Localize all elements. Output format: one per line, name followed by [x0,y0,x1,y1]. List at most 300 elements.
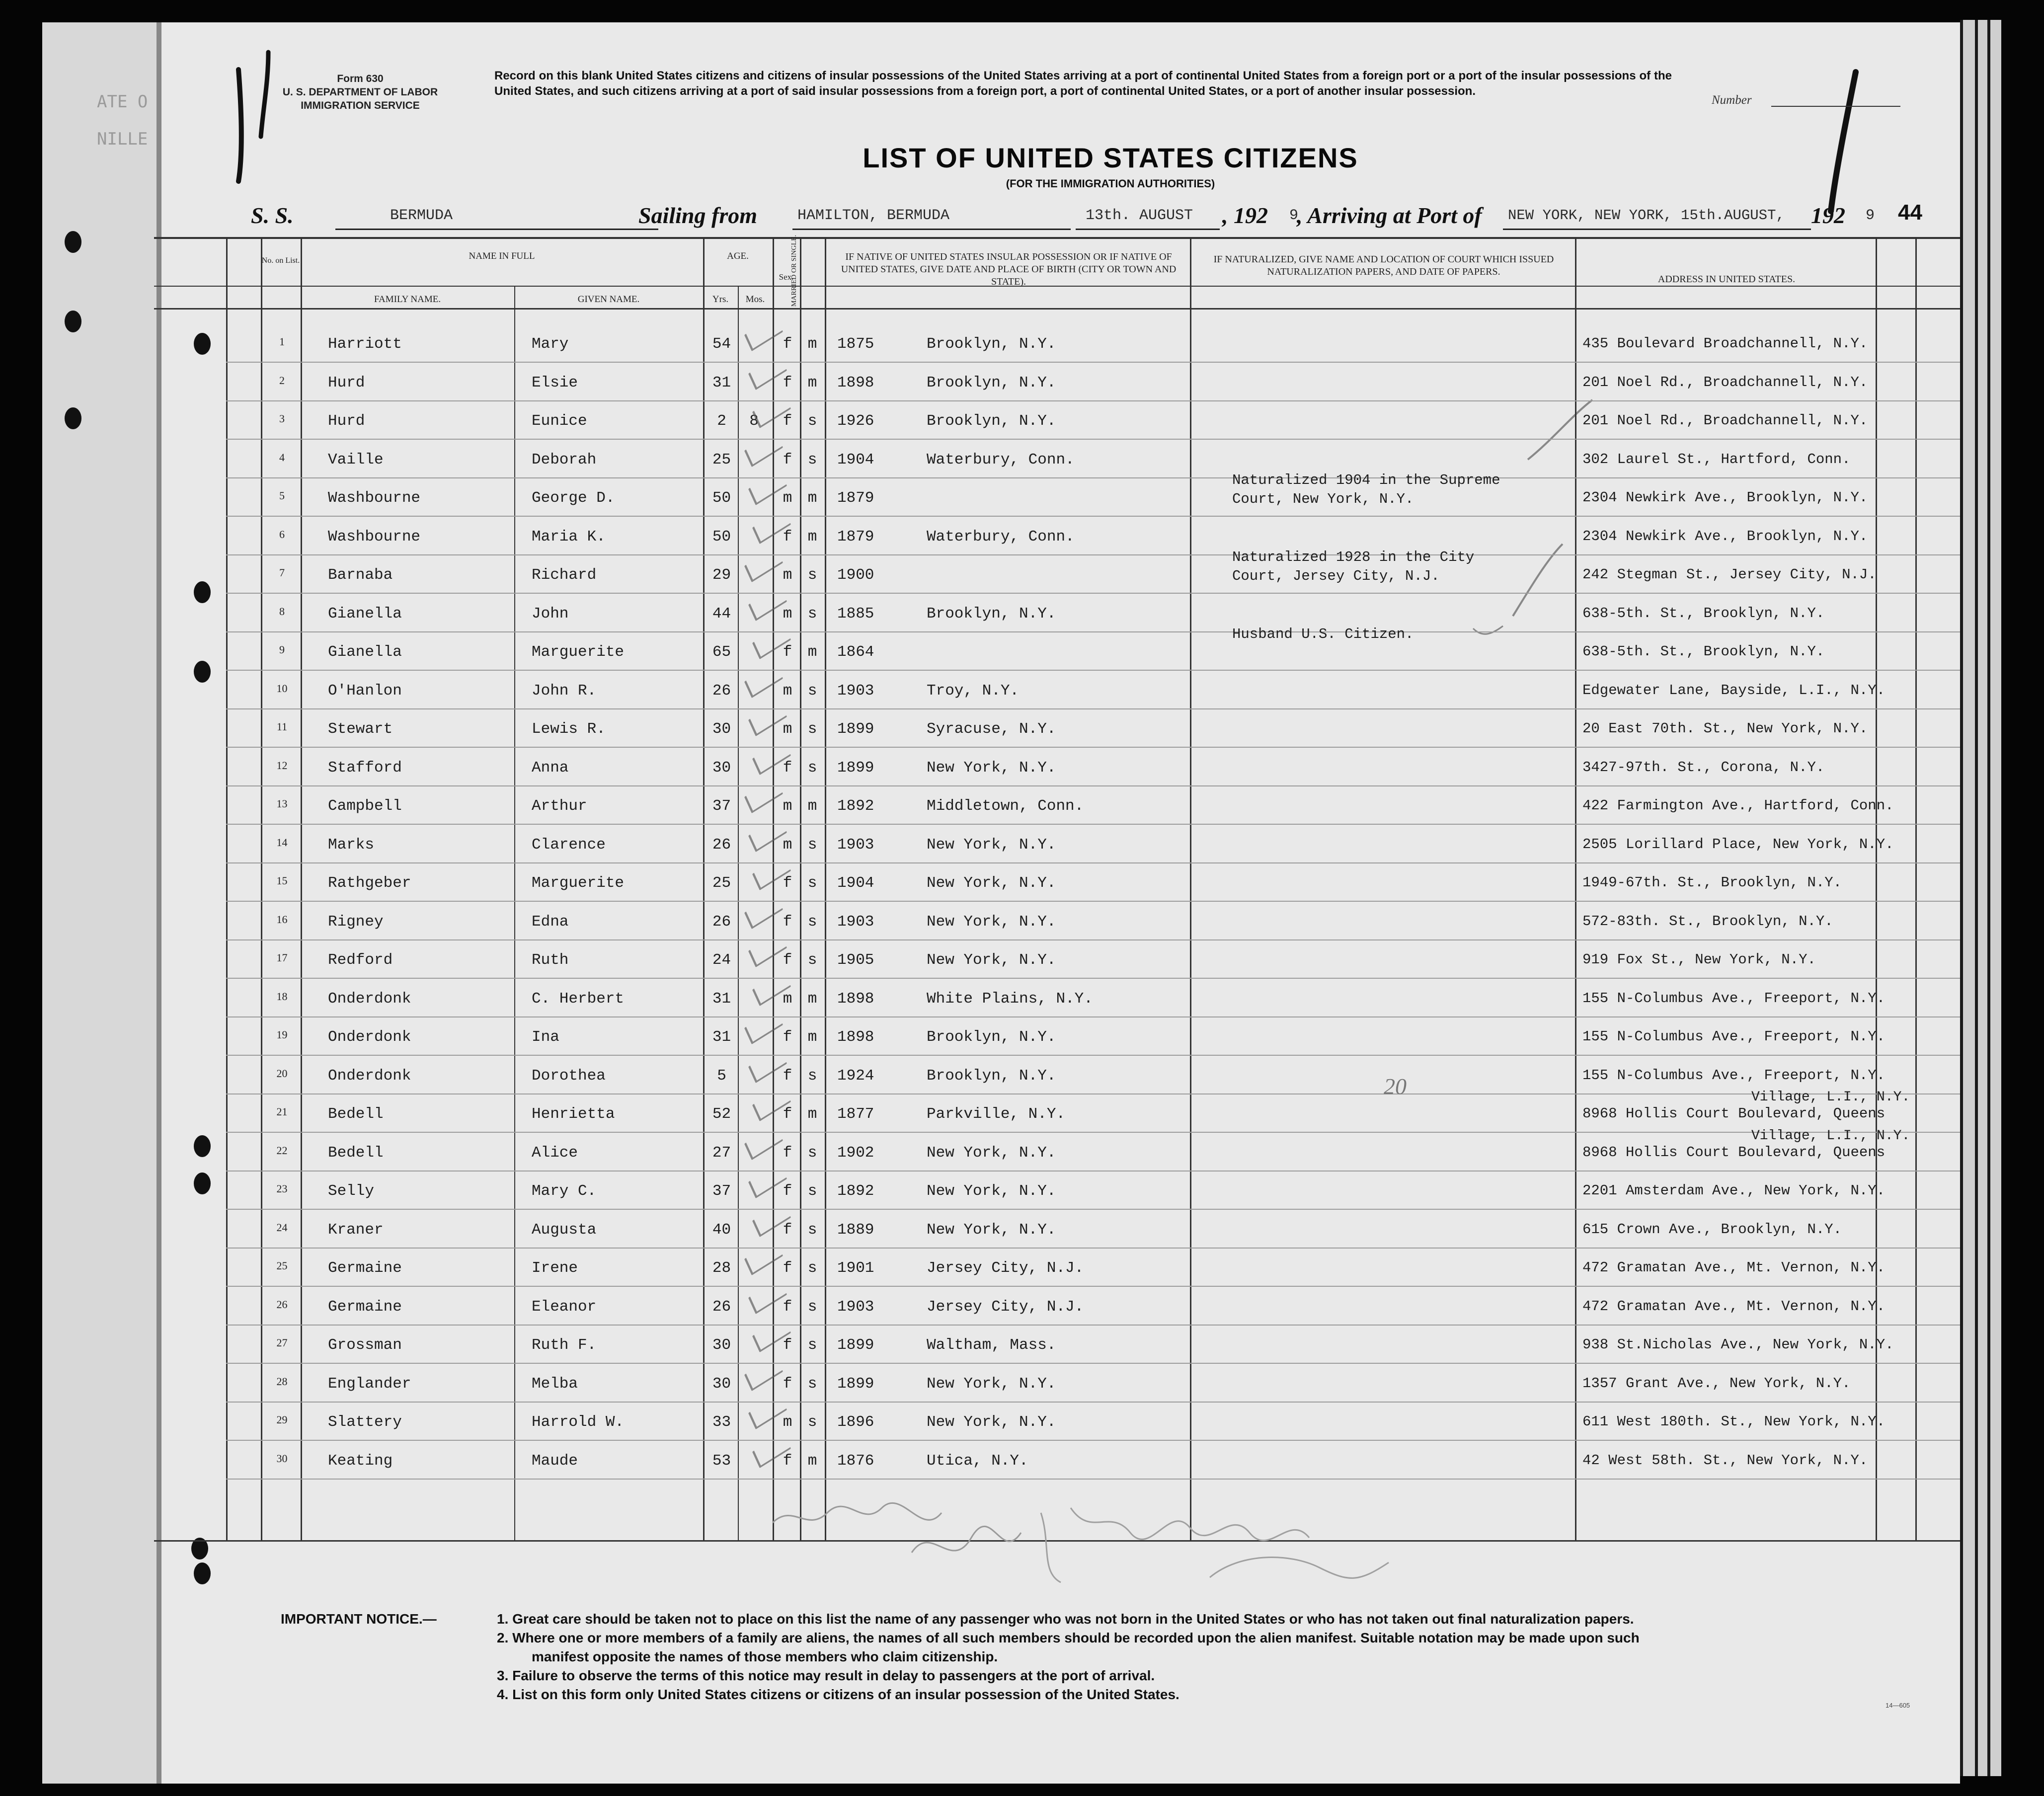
address: 472 Gramatan Ave., Mt. Vernon, N.Y. [1582,1298,1886,1315]
row-rule [226,1479,1960,1480]
address: 2201 Amsterdam Ave., New York, N.Y. [1582,1182,1886,1199]
row-rule [226,1016,1960,1017]
marital-status: s [807,1221,817,1239]
age-years: 5 [717,1067,726,1085]
bleed-through-text: NILLE [97,129,148,149]
family-name: Gianella [328,643,402,661]
list-number: 18 [276,990,288,1003]
row-rule [226,785,1960,786]
col-header-given: GIVEN NAME. [577,294,640,305]
marital-status: s [807,1259,817,1277]
row-rule [226,1248,1960,1249]
form-code: 14—605 [1886,1702,1910,1709]
birth-year: 1876 [837,1452,874,1470]
col-header-mos: Mos. [745,294,765,305]
birth-year: 1889 [837,1221,874,1239]
row-rule [226,516,1960,517]
col-divider [738,286,739,1540]
sex: m [783,682,792,700]
row-rule [226,1363,1960,1364]
age-years: 33 [712,1413,731,1431]
sex: f [783,1221,792,1239]
family-name: Bedell [328,1144,384,1162]
age-years: 28 [712,1259,731,1277]
age-months: 8 [749,412,759,430]
row-rule [226,362,1960,363]
birth-place: Parkville, N.Y. [927,1105,1066,1123]
marital-status: s [807,913,817,931]
list-number: 4 [279,451,285,464]
sex: f [783,374,792,391]
birth-place: Utica, N.Y. [927,1452,1028,1470]
marital-status: s [807,1067,817,1085]
family-name: Englander [328,1375,411,1393]
sailing-from: HAMILTON, BERMUDA [797,207,950,224]
sex: f [783,528,792,546]
age-years: 37 [712,1182,731,1200]
given-name: Harrold W. [532,1413,625,1431]
sex: f [783,1298,792,1316]
list-number: 24 [276,1221,288,1234]
signature-image [763,1493,1483,1592]
row-rule [226,670,1960,671]
list-number: 27 [276,1336,288,1349]
birth-year: 1875 [837,335,874,353]
table-top-border [154,237,1960,239]
birth-year: 1905 [837,951,874,969]
age-years: 25 [712,451,731,469]
birth-place: New York, N.Y. [927,874,1056,892]
marital-status: s [807,720,817,738]
sex: f [783,759,792,777]
sex: m [783,1413,792,1431]
given-name: Augusta [532,1221,597,1239]
age-years: 26 [712,836,731,854]
address: 155 N-Columbus Ave., Freeport, N.Y. [1582,1067,1886,1084]
row-rule [226,978,1960,979]
marital-status: s [807,451,817,469]
service-name: IMMIGRATION SERVICE [301,100,420,111]
birth-place: Brooklyn, N.Y. [927,374,1056,391]
list-number: 8 [279,605,285,618]
birth-year: 1903 [837,913,874,931]
col-header-name: NAME IN FULL [469,251,535,261]
birth-year: 1877 [837,1105,874,1123]
sex: f [783,1028,792,1046]
row-rule [226,631,1960,632]
address: 938 St.Nicholas Ave., New York, N.Y. [1582,1336,1894,1353]
family-name: Barnaba [328,566,393,584]
address: Edgewater Lane, Bayside, L.I., N.Y. [1582,682,1886,699]
list-number: 9 [279,643,285,656]
naturalization-line-2: Court, New York, N.Y. [1232,491,1414,507]
age-years: 54 [712,335,731,353]
birth-year: 1903 [837,682,874,700]
notice-items [281,1610,1920,1704]
marital-status: s [807,1375,817,1393]
list-number: 14 [276,836,288,849]
given-name: Henrietta [532,1105,615,1123]
family-name: Stafford [328,759,402,777]
address: 2505 Lorillard Place, New York, N.Y. [1582,836,1894,853]
form-identification [261,72,460,112]
given-name: Mary C. [532,1182,597,1200]
list-number: 11 [276,720,288,733]
notice-label: IMPORTANT NOTICE.— [281,1611,437,1627]
list-number: 2 [279,374,285,387]
given-name: Maude [532,1452,578,1470]
birth-place: New York, N.Y. [927,913,1056,931]
given-name: Irene [532,1259,578,1277]
marital-status: s [807,951,817,969]
marital-status: s [807,412,817,430]
list-number: 7 [279,566,285,579]
col-divider [514,286,515,1540]
marital-status: m [807,335,817,353]
marital-status: s [807,836,817,854]
given-name: Lewis R. [532,720,606,738]
age-years: 24 [712,951,731,969]
age-years: 27 [712,1144,731,1162]
sex: f [783,913,792,931]
birth-year: 1892 [837,797,874,815]
list-number: 16 [276,913,288,926]
year-prefix: , 192 [1222,203,1268,228]
address-continuation: Village, L.I., N.Y. [1751,1128,1910,1144]
birth-place: White Plains, N.Y. [927,990,1093,1008]
arriving-label: , Arriving at Port of [1297,203,1482,228]
ship-name: BERMUDA [390,207,453,224]
address: 1949-67th. St., Brooklyn, N.Y. [1582,874,1842,891]
notice-item-3: 3. Failure to observe the terms of this notice may result in delay to passengers at the port of arrival. [497,1668,1155,1683]
list-number: 13 [276,797,288,810]
birth-place: Waltham, Mass. [927,1336,1056,1354]
birth-place: Waterbury, Conn. [927,451,1075,469]
address: 615 Crown Ave., Brooklyn, N.Y. [1582,1221,1842,1238]
list-number: 1 [279,335,285,348]
list-number: 30 [276,1452,288,1465]
birth-place: New York, N.Y. [927,1375,1056,1393]
address: 155 N-Columbus Ave., Freeport, N.Y. [1582,990,1886,1007]
number-label: Number [1712,93,1752,107]
age-years: 52 [712,1105,731,1123]
birth-place: New York, N.Y. [927,759,1056,777]
sex: f [783,335,792,353]
birth-year: 1926 [837,412,874,430]
age-years: 26 [712,1298,731,1316]
given-name: Marguerite [532,643,625,661]
year-digit-2: 9 [1866,207,1875,224]
marital-status: m [807,374,817,391]
list-number: 12 [276,759,288,772]
list-number: 23 [276,1182,288,1195]
birth-year: 1864 [837,643,874,661]
address: 422 Farmington Ave., Hartford, Conn. [1582,797,1894,814]
col-header-naturalized: IF NATURALIZED, GIVE NAME AND LOCATION OF COURT WHICH ISSUED NATURALIZATION PAPERS, AND DATE OF PAPERS. [1213,254,1554,277]
col-header-married: MARRIED OR SINGLE. [790,234,798,307]
family-name: Gianella [328,605,402,623]
col-divider [1190,237,1191,1540]
family-name: Onderdonk [328,1067,411,1085]
address: 435 Boulevard Broadchannell, N.Y. [1582,335,1868,352]
birth-place: Brooklyn, N.Y. [927,335,1056,353]
row-rule [226,477,1960,478]
ship-underline [335,229,658,230]
age-years: 44 [712,605,731,623]
family-name: Grossman [328,1336,402,1354]
list-number: 3 [279,412,285,425]
marital-status: m [807,1028,817,1046]
col-divider [825,237,826,1540]
col-divider [800,237,801,1540]
address: 42 West 58th. St., New York, N.Y. [1582,1452,1868,1469]
age-years: 29 [712,566,731,584]
sailing-label: Sailing from [638,203,758,228]
family-name: Washbourne [328,489,421,507]
sex: f [783,451,792,469]
sex: f [783,874,792,892]
address: 2304 Newkirk Ave., Brooklyn, N.Y. [1582,489,1868,506]
row-rule [226,1440,1960,1441]
list-number: 25 [276,1259,288,1272]
birth-place: New York, N.Y. [927,1144,1056,1162]
family-name: Hurd [328,374,365,391]
marital-status: s [807,605,817,623]
family-name: Germaine [328,1259,402,1277]
family-name: Germaine [328,1298,402,1316]
birth-year: 1879 [837,489,874,507]
address: 611 West 180th. St., New York, N.Y. [1582,1413,1886,1430]
sex: m [783,836,792,854]
sex: f [783,643,792,661]
birth-place: Middletown, Conn. [927,797,1084,815]
age-years: 31 [712,374,731,391]
col-header-birth: IF NATIVE OF UNITED STATES INSULAR POSSESSION OR IF NATIVE OF UNITED STATES, GIVE DATE AND PLACE OF BIRTH (CITY OR TOWN AND STATE). [841,251,1177,287]
given-name: John R. [532,682,597,700]
birth-year: 1892 [837,1182,874,1200]
notice-item-1: 1. Great care should be taken not to place on this list the name of any passenger who was not born in the United States or who has not taken out final naturalization papers. [497,1611,1634,1627]
department-name: U. S. DEPARTMENT OF LABOR [282,86,438,98]
sex: f [783,1182,792,1200]
family-name: Onderdonk [328,990,411,1008]
birth-year: 1899 [837,1336,874,1354]
marital-status: s [807,1413,817,1431]
given-name: Alice [532,1144,578,1162]
age-years: 31 [712,990,731,1008]
row-rule [226,593,1960,594]
given-name: Mary [532,335,569,353]
family-name: Selly [328,1182,375,1200]
sex: f [783,1452,792,1470]
birth-year: 1896 [837,1413,874,1431]
given-name: Eunice [532,412,587,430]
birth-year: 1885 [837,605,874,623]
row-rule [226,439,1960,440]
col-header-yrs: Yrs. [712,294,729,305]
family-name: Hurd [328,412,365,430]
family-name: Bedell [328,1105,384,1123]
col-divider [301,237,302,1540]
naturalization-line-2: Court, Jersey City, N.J. [1232,568,1440,584]
birth-year: 1904 [837,451,874,469]
marital-status: m [807,990,817,1008]
given-name: Melba [532,1375,578,1393]
birth-year: 1900 [837,566,874,584]
given-name: Ruth F. [532,1336,597,1354]
sailing-underline [792,229,1071,230]
sex: m [783,720,792,738]
sex: f [783,1259,792,1277]
address: 201 Noel Rd., Broadchannell, N.Y. [1582,412,1868,429]
family-name: Washbourne [328,528,421,546]
col-header-family: FAMILY NAME. [374,294,441,305]
family-name: Rigney [328,913,384,931]
given-name: Edna [532,913,569,931]
family-name: Redford [328,951,393,969]
given-name: Anna [532,759,569,777]
birth-place: New York, N.Y. [927,951,1056,969]
given-name: Clarence [532,836,606,854]
row-rule [226,939,1960,940]
naturalization-line-1: Naturalized 1928 in the City [1232,549,1475,565]
birth-place: Troy, N.Y. [927,682,1020,700]
birth-year: 1903 [837,836,874,854]
given-name: Maria K. [532,528,606,546]
address: 638-5th. St., Brooklyn, N.Y. [1582,605,1825,622]
address: 572-83th. St., Brooklyn, N.Y. [1582,913,1833,930]
given-name: Marguerite [532,874,625,892]
birth-place: Brooklyn, N.Y. [927,412,1056,430]
age-years: 65 [712,643,731,661]
given-name: Eleanor [532,1298,597,1316]
marital-status: m [807,1105,817,1123]
sex: f [783,1144,792,1162]
col-divider [1915,237,1917,1540]
port-underline [1503,229,1811,230]
notice-item-2: 2. Where one or more members of a family are aliens, the names of all such members should be recorded upon the alien manifest. Suitable notation may be made upon such [497,1630,1640,1645]
list-number: 26 [276,1298,288,1311]
family-name: Stewart [328,720,393,738]
notice-item-4: 4. List on this form only United States citizens or citizens of an insular possession of the United States. [497,1687,1179,1702]
list-number: 5 [279,489,285,502]
list-number: 20 [276,1067,288,1080]
sex: m [783,797,792,815]
marital-status: m [807,489,817,507]
list-number: 29 [276,1413,288,1426]
family-name: Campbell [328,797,402,815]
marital-status: s [807,1336,817,1354]
row-rule [226,1325,1960,1326]
age-years: 53 [712,1452,731,1470]
address: 155 N-Columbus Ave., Freeport, N.Y. [1582,1028,1886,1045]
sex: f [783,1336,792,1354]
birth-place: New York, N.Y. [927,1413,1056,1431]
birth-year: 1898 [837,374,874,391]
age-years: 26 [712,682,731,700]
family-name: O'Hanlon [328,682,402,700]
birth-year: 1879 [837,528,874,546]
marital-status: m [807,528,817,546]
sex: m [783,990,792,1008]
birth-place: Brooklyn, N.Y. [927,605,1056,623]
given-name: Ruth [532,951,569,969]
bleed-through-text: ATE O [97,92,148,112]
list-number: 15 [276,874,288,887]
age-years: 37 [712,797,731,815]
marital-status: m [807,1452,817,1470]
birth-place: New York, N.Y. [927,1182,1056,1200]
given-name: Ina [532,1028,559,1046]
family-name: Onderdonk [328,1028,411,1046]
row-rule [226,554,1960,555]
row-rule [226,824,1960,825]
birth-place: New York, N.Y. [927,836,1056,854]
birth-year: 1899 [837,1375,874,1393]
age-years: 2 [717,412,726,430]
col-header-age: AGE. [727,251,749,261]
sailing-date: 13th. AUGUST [1086,207,1193,224]
given-name: Arthur [532,797,587,815]
row-rule [226,1132,1960,1133]
birth-year: 1904 [837,874,874,892]
marital-status: s [807,566,817,584]
naturalization-line-1: Naturalized 1904 in the Supreme [1232,472,1500,488]
birth-year: 1898 [837,1028,874,1046]
list-number: 17 [276,951,288,964]
age-years: 50 [712,489,731,507]
family-name: Slattery [328,1413,402,1431]
birth-year: 1899 [837,759,874,777]
family-name: Keating [328,1452,393,1470]
year-prefix-2: 192 [1811,203,1845,228]
address: 1357 Grant Ave., New York, N.Y. [1582,1375,1851,1392]
address: 638-5th. St., Brooklyn, N.Y. [1582,643,1825,660]
naturalization-line-1: Husband U.S. Citizen. [1232,626,1414,642]
header-bottom-border [154,308,1960,310]
family-name: Marks [328,836,375,854]
birth-place: Waterbury, Conn. [927,528,1075,546]
family-name: Kraner [328,1221,384,1239]
marital-status: m [807,643,817,661]
address: 8968 Hollis Court Boulevard, Queens [1582,1144,1886,1161]
list-number: 22 [276,1144,288,1157]
age-years: 31 [712,1028,731,1046]
row-rule [226,708,1960,709]
address: 302 Laurel St., Hartford, Conn. [1582,451,1851,468]
row-rule [226,901,1960,902]
header-instructions: Record on this blank United States citizens and citizens of insular possessions of the United States arriving at a port of continental United States from a foreign port or a port of the insular possessions of the United States, and such citizens arriving at a port of said insular possessions from a foreign port, a port of continental United States, or a port of another insular possession. [494,69,1672,98]
col-divider [703,237,705,1540]
sex: f [783,1067,792,1085]
marital-status: s [807,874,817,892]
row-rule [226,400,1960,401]
marital-status: s [807,1182,817,1200]
address: 919 Fox St., New York, N.Y. [1582,951,1816,968]
row-rule [226,1209,1960,1210]
age-years: 25 [712,874,731,892]
birth-year: 1901 [837,1259,874,1277]
sex: m [783,566,792,584]
col-divider [1575,237,1576,1540]
list-number: 28 [276,1375,288,1388]
given-name: Elsie [532,374,578,391]
birth-year: 1902 [837,1144,874,1162]
given-name: C. Herbert [532,990,625,1008]
birth-place: Jersey City, N.J. [927,1298,1084,1316]
marital-status: s [807,1298,817,1316]
col-header-address: ADDRESS IN UNITED STATES. [1657,274,1796,285]
list-number: 6 [279,528,285,541]
